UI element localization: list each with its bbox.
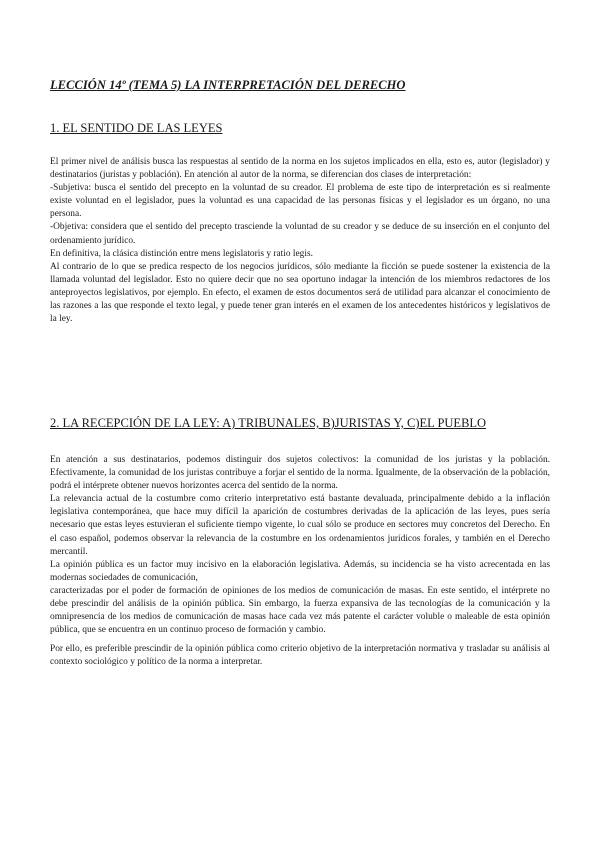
section2-body: [50, 454, 550, 670]
paragraph: La relevancia actual de la costumbre como criterio interpretativo está bastante devaluada, principalmente debido a la inflación legislativa contemporánea, que hace muy difícil la aparición de costumbres derivadas de la aplicación de las leyes, pues sería necesario que estas leyes estuvieran el suficiente tiempo vigente, lo cual sólo se produce en sectores muy concretos del Derecho. En el caso español, podemos observar la relevancia de la costumbre en los ordenamientos jurídicos forales, y también en el Derecho mercantil.: [50, 494, 550, 557]
section-sentido-leyes: [50, 121, 550, 326]
paragraph: Al contrario de lo que se predica respecto de los negocios jurídicos, sólo mediante la ficción se puede sostener la existencia de la llamada voluntad del legislador. Esto no quiere decir que no sea oportuno indagar la intención de los miembros redactores de los anteproyectos legislativos, por ejemplo. En efecto, el examen de estos documentos será de utilidad para alcanzar el conocimiento de las razones a las que responde el texto legal, y puede tener gran interés en el examen de los antecedentes históricos y legislativos de la ley.: [50, 261, 550, 325]
lesson-title: LECCIÓN 14º (TEMA 5) LA INTERPRETACIÓN DEL DERECHO: [50, 78, 406, 92]
paragraph: -Objetiva: considera que el sentido del precepto trasciende la voluntad de su creador y se deduce de su inserción en el conjunto del ordenamiento jurídico.: [50, 222, 550, 246]
section2-heading: 2. LA RECEPCIÓN DE LA LEY: A) TRIBUNALES, B)JURISTAS Y, C)EL PUEBLO: [50, 416, 487, 430]
paragraph: caracterizadas por el poder de formación de opiniones de los medios de comunicación de masas. En este sentido, el intérprete no debe prescindir del análisis de la opinión pública. Sin embargo, la fuerza expansiva de las tecnologías de la comunicación y la omnipresencia de los medios de comunicación de masas hace cada vez más patente el carácter voluble o maleable de esta opinión pública, que se encuentra en un continuo proceso de formación y cambio.: [50, 585, 550, 636]
paragraph: La opinión pública es un factor muy incisivo en la elaboración legislativa. Además, su incidencia se ha visto acrecentada en las modernas sociedades de comunicación,: [50, 559, 550, 583]
section-recepcion-ley: [50, 416, 550, 670]
paragraph: En atención a sus destinatarios, podemos distinguir dos sujetos colectivos: la comunidad de los juristas y la población. Efectivamente, la comunidad de los juristas contribuye a forjar el sentido de la norma. Igualmente, de la observación de la población, podrá el intérprete obtener nuevos horizontes acerca del sentido de la norma.: [50, 455, 550, 492]
paragraph: En definitiva, la clásica distinción entre mens legislatoris y ratio legis.: [50, 248, 313, 259]
paragraph: El primer nivel de análisis busca las respuestas al sentido de la norma en los sujetos implicados en ella, esto es, autor (legislador) y destinatarios (juristas y población). En atención al autor de la norma, se diferencian dos clases de interpretación:: [50, 157, 550, 181]
section1-heading: 1. EL SENTIDO DE LAS LEYES: [50, 121, 223, 135]
paragraph: Por ello, es preferible prescindir de la opinión pública como criterio objetivo de la interpretación normativa y trasladar su análisis al contexto sociológico y político de la norma a interpretar.: [50, 644, 550, 668]
paragraph: -Subjetiva: busca el sentido del precepto en la voluntad de su creador. El problema de este tipo de interpretación es si realmente existe voluntad en el legislador, pues la voluntad es una capacidad de las personas físicas y el legislador es un órgano, no una persona.: [50, 183, 550, 220]
section1-body: [50, 156, 550, 326]
